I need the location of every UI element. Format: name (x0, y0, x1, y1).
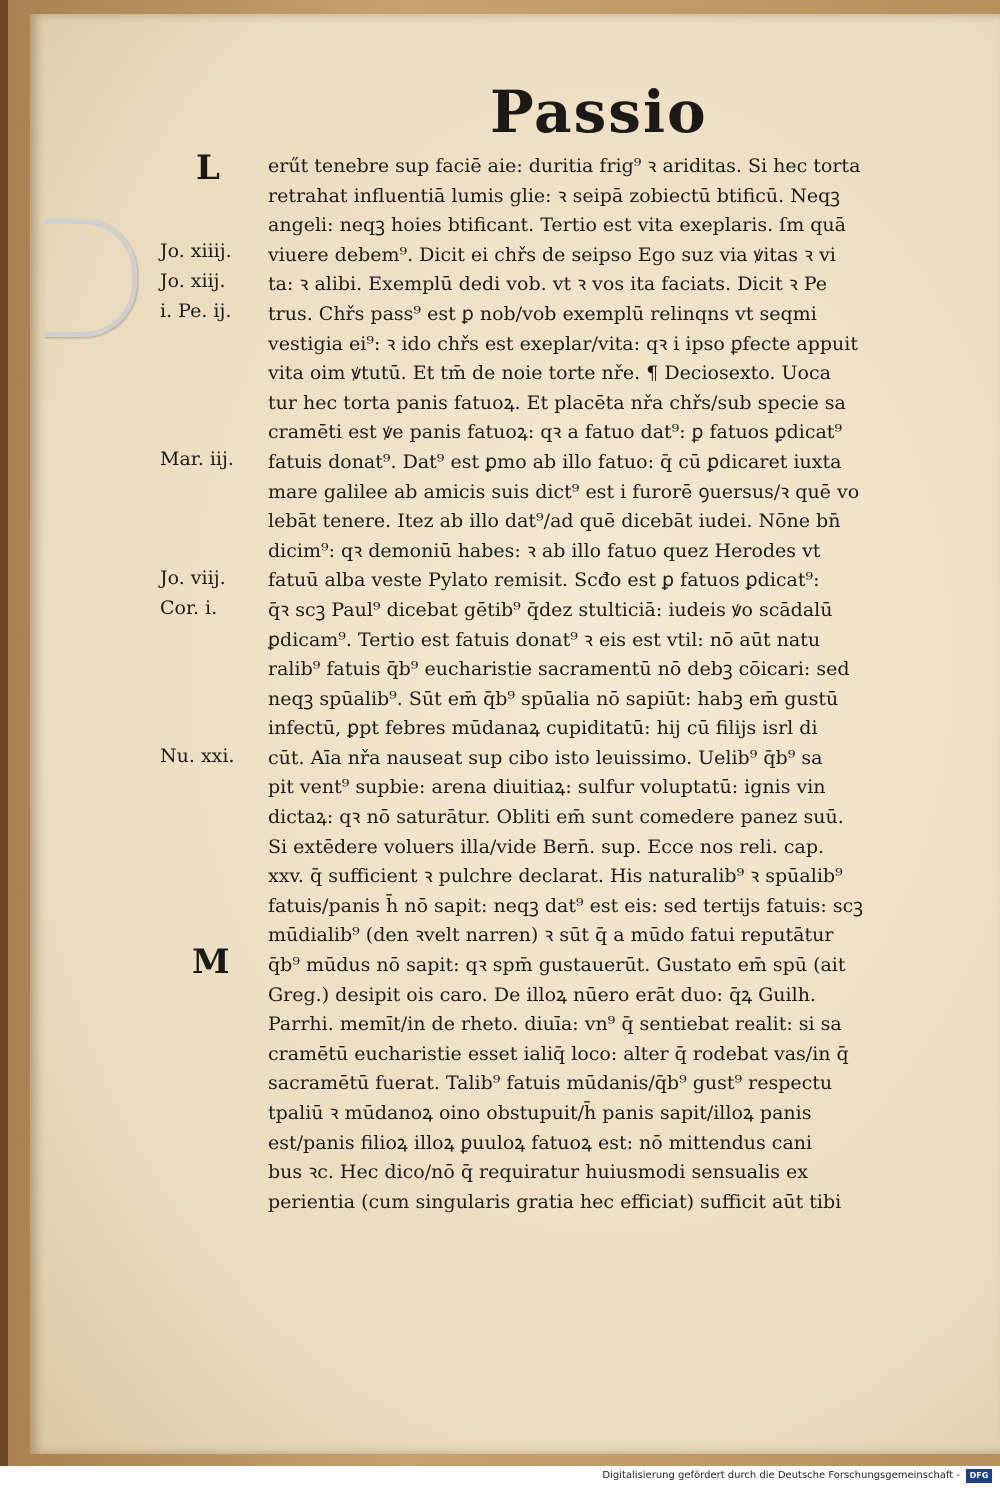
text-line: mūdialib⁹ (den ꝛvelt narren) ꝛ sūt q̄ a mūdo fatui reputātur (268, 924, 834, 947)
text-line: dicim⁹: qꝛ demoniū habes: ꝛ ab illo fatuo quez Herodes vt (268, 539, 821, 562)
text-line: ralib⁹ fatuis q̄b⁹ eucharistie sacramentū nō debꝫ cōicari: sed (268, 658, 850, 681)
text-line: vestigia ei⁹: ꝛ ido chřs est exeplar/vita: qꝛ i ipso ꝑfecte appuit (268, 332, 858, 355)
text-line: angeli: neqꝫ hoies btificant. Tertio est vita exeplaris. ſm quā (268, 214, 846, 237)
text-line: lebāt tenere. Itez ab illo dat⁹/ad quē dicebāt iudei. Nōne bn̄ (268, 510, 841, 533)
margin-note: Nu. xxi. (160, 745, 235, 767)
running-head: Passio (490, 78, 708, 146)
text-line: bus ꝛc. Hec dico/nō q̄ requiratur huiusmodi sensualis ex (268, 1161, 808, 1184)
text-line: vita oim ꝟtutū. Et tm̄ de noie torte nře. ¶ Deciosexto. Uoca (268, 362, 831, 385)
text-line: q̄ꝛ scꝫ Paul⁹ dicebat gētib⁹ q̄dez stulticiā: iudeis ꝟo scādalū (268, 598, 833, 621)
text-line: cramēti est ꝟe panis fatuoꝝ: qꝛ a fatuo dat⁹: ꝑ fatuos ꝑdicat⁹ (268, 421, 843, 444)
text-line: ꝑdicam⁹. Tertio est fatuis donat⁹ ꝛ eis est vtil: nō aūt natu (268, 628, 821, 651)
margin-note: Jo. xiij. (160, 270, 226, 292)
text-line: ta: ꝛ alibi. Exemplū dedi vob. vt ꝛ vos ita faciats. Dicit ꝛ Pe (268, 273, 827, 296)
text-line: dictaꝝ: qꝛ nō saturātur. Obliti em̄ sunt comedere panez suū. (268, 806, 844, 829)
text-line: infectū, ꝑpt febres mūdanaꝝ cupiditatū: hij cū filijs isrl di (268, 717, 818, 740)
margin-note: Jo. viij. (160, 567, 226, 589)
margin-note: Jo. xiiij. (160, 240, 232, 262)
margin-note: Mar. iij. (160, 448, 234, 470)
footer-credit: Digitalisierung gefördert durch die Deutsche Forschungsgemeinschaft - (602, 1470, 960, 1481)
text-line: cramētū eucharistie esset ialiq̄ loco: alter q̄ rodebat vas/in q̄ (268, 1042, 849, 1065)
text-line: neqꝫ spūalib⁹. Sūt em̄ q̄b⁹ spūalia nō sapiūt: habꝫ em̄ gustū (268, 687, 839, 710)
text-line: q̄b⁹ mūdus nō sapit: qꝛ spm̄ gustauerūt. Gustato em̄ spū (ait (268, 954, 846, 977)
text-line: viuere debem⁹. Dicit ei chřs de seipso Ego suz via ꝟitas ꝛ vi (268, 243, 836, 266)
margin-note: i. Pe. ij. (160, 300, 232, 322)
paragraph-mark: M (192, 942, 230, 982)
text-line: retrahat influentiā lumis glie: ꝛ seipā zobiectū btificū. Neqꝫ (268, 184, 840, 207)
main-text-block (268, 152, 948, 1217)
text-line: Si extēdere voluers illa/vide Bern̄. sup. Ecce nos reli. cap. (268, 835, 825, 858)
text-line: fatuis donat⁹. Dat⁹ est ꝑmo ab illo fatuo: q̄ cū ꝑdicaret iuxta (268, 450, 842, 473)
text-line: pit vent⁹ supbie: arena diuitiaꝝ: sulfur voluptatū: ignis vin (268, 776, 826, 799)
footer-bar (0, 1466, 1000, 1488)
text-line: mare galilee ab amicis suis dict⁹ est i furorē ꝯuersus/ꝛ quē vo (268, 480, 860, 503)
text-line: erűt tenebre sup faciē aie: duritia frig⁹ ꝛ ariditas. Si hec torta (268, 155, 861, 177)
text-line: trus. Chřs pass⁹ est ꝑ nob/vob exemplū relinqns vt seqmi (268, 302, 817, 325)
paper-clip (44, 219, 137, 337)
initial-letter: L (196, 148, 220, 188)
margin-note: Cor. i. (160, 597, 218, 619)
text-line: xxv. q̄ sufficient ꝛ pulchre declarat. His naturalib⁹ ꝛ spūalib⁹ (268, 865, 843, 888)
text-line: tpaliū ꝛ mūdanoꝝ oino obstupuit/h̄ panis sapit/illoꝝ panis (268, 1102, 812, 1124)
text-line: sacramētū fuerat. Talib⁹ fatuis mūdanis/q̄b⁹ gust⁹ respectu (268, 1072, 833, 1095)
text-line: Greg.) desipit ois caro. De illoꝝ nūero erāt duo: q̄ꝝ Guilh. (268, 983, 816, 1006)
text-line: fatuis/panis h̄ nō sapit: neqꝫ dat⁹ est eis: sed tertijs fatuis: scꝫ (268, 894, 863, 917)
text-line: est/panis filioꝝ illoꝝ ꝑuuloꝝ fatuoꝝ est: nō mittendus cani (268, 1131, 813, 1154)
text-line: perientia (cum singularis gratia hec efficiat) sufficit aūt tibi (268, 1190, 842, 1213)
text-line: Parrhi. memīt/in de rheto. diuīa: vn⁹ q̄ sentiebat realit: si sa (268, 1013, 842, 1036)
dfg-logo: DFG (966, 1469, 992, 1483)
text-line: cūt. Aīa nřa nauseat sup cibo isto leuissimo. Uelib⁹ q̄b⁹ sa (268, 746, 823, 769)
text-line: tur hec torta panis fatuoꝝ. Et placēta nřa chřs/sub specie sa (268, 391, 846, 414)
text-line: fatuū alba veste Pylato remisit. Scđo est ꝑ fatuos ꝑdicat⁹: (268, 569, 820, 592)
